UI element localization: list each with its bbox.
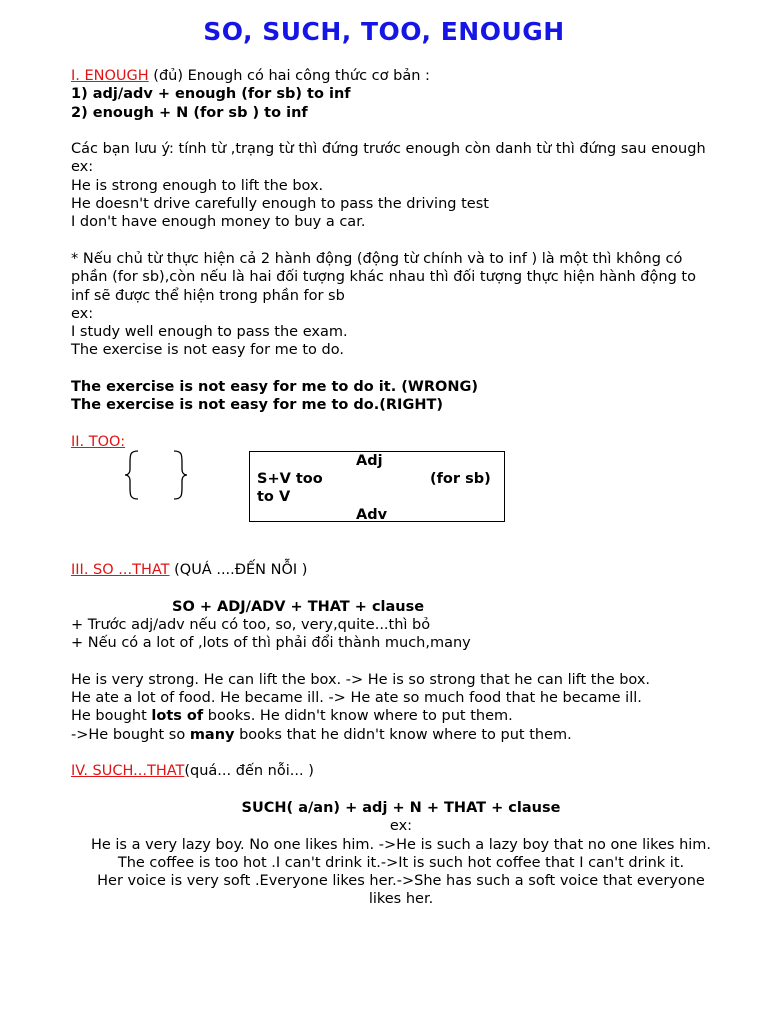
so-that-heading-note: (QUÁ ....ĐẾN NỖI ) <box>169 562 308 578</box>
page-title: SO, SUCH, TOO, ENOUGH <box>203 17 565 46</box>
enough-formula-1: 1) adj/adv + enough (for sb) to inf <box>71 86 351 103</box>
such-that-example-1: He is a very lazy boy. No one likes him. ->He is such a lazy boy that no one likes him. <box>90 836 712 853</box>
enough-note2-line-3: inf sẽ được thể hiện trong phần for sb <box>71 287 345 304</box>
so-that-example-4-pre: ->He bought so <box>71 726 190 743</box>
so-that-rule-1: + Trước adj/adv nếu có too, so, very,quite...thì bỏ <box>71 616 431 633</box>
enough-example-1: He is strong enough to lift the box. <box>71 177 324 194</box>
section-so-that <box>71 561 736 744</box>
so-that-example-3 <box>71 707 736 725</box>
so-that-example-3-post: books. He didn't know where to put them. <box>203 708 513 725</box>
so-that-example-1: He is very strong. He can lift the box. -> He is so strong that he can lift the box. <box>71 671 651 688</box>
enough-note2-line-2: phần (for sb),còn nếu là hai đối tượng khác nhau thì đối tượng thực hiện hành động to <box>71 269 696 286</box>
so-that-formula: SO + ADJ/ADV + THAT + clause <box>172 598 425 615</box>
section-such-that <box>71 762 736 799</box>
so-that-example-4 <box>71 726 736 744</box>
so-that-example-2: He ate a lot of food. He became ill. -> He ate so much food that he became ill. <box>71 690 642 707</box>
enough-ex-label-2: ex: <box>71 305 94 322</box>
enough-ex-label: ex: <box>71 159 94 176</box>
enough-note: Các bạn lưu ý: tính từ ,trạng từ thì đứng trước enough còn danh từ thì đứng sau enough <box>71 141 706 158</box>
enough-note2-line-1: * Nếu chủ từ thực hiện cả 2 hành động (động từ chính và to inf ) là một thì không có <box>71 250 683 267</box>
section-enough <box>71 67 736 451</box>
so-that-heading-line <box>71 561 736 579</box>
too-box-for-sb: (for sb) <box>430 471 491 487</box>
too-box-sv: S+V too <box>257 471 323 487</box>
enough-right: The exercise is not easy for me to do.(RIGHT) <box>71 397 444 414</box>
enough-heading: I. ENOUGH <box>71 68 149 84</box>
enough-heading-line <box>71 67 736 85</box>
such-that-heading-note: (quá... đến nỗi... ) <box>184 763 314 779</box>
so-that-example-3-pre: He bought <box>71 708 152 725</box>
too-heading: II. TOO: <box>71 433 126 450</box>
enough-wrong: The exercise is not easy for me to do it. (WRONG) <box>71 379 479 396</box>
too-box-adv: Adv <box>356 507 388 523</box>
too-box-to-v: to V <box>257 489 291 505</box>
enough-heading-note: (đủ) Enough có hai công thức cơ bản : <box>148 68 430 84</box>
so-that-example-4-bold: many <box>189 726 235 743</box>
such-that-heading-line <box>71 762 736 780</box>
enough-formula-2: 2) enough + N (for sb ) to inf <box>71 104 308 121</box>
so-that-rule-2: + Nếu có a lot of ,lots of thì phải đổi thành much,many <box>71 635 471 652</box>
such-that-example-2: The coffee is too hot .I can't drink it.->It is such hot coffee that I can't drink it. <box>117 854 685 871</box>
so-that-heading: III. SO ...THAT <box>71 562 170 578</box>
so-that-example-3-bold: lots of <box>151 708 204 725</box>
enough-example-2: He doesn't drive carefully enough to pass the driving test <box>71 196 489 213</box>
such-that-example-3-cont: likes her. <box>368 891 434 908</box>
such-that-body <box>71 799 731 909</box>
curly-braces-icon <box>124 449 190 501</box>
such-that-heading: IV. SUCH...THAT <box>71 763 185 779</box>
too-formula-box <box>249 451 505 522</box>
too-box-adj: Adj <box>356 453 383 469</box>
such-that-ex-label: ex: <box>389 818 413 835</box>
so-that-example-4-post: books that he didn't know where to put them. <box>234 726 572 743</box>
enough-example2-2: The exercise is not easy for me to do. <box>71 342 344 359</box>
enough-example2-1: I study well enough to pass the exam. <box>71 324 348 341</box>
enough-example-3: I don't have enough money to buy a car. <box>71 214 366 231</box>
such-that-example-3: Her voice is very soft .Everyone likes her.->She has such a soft voice that everyone <box>97 873 705 890</box>
such-that-formula: SUCH( a/an) + adj + N + THAT + clause <box>241 800 561 816</box>
